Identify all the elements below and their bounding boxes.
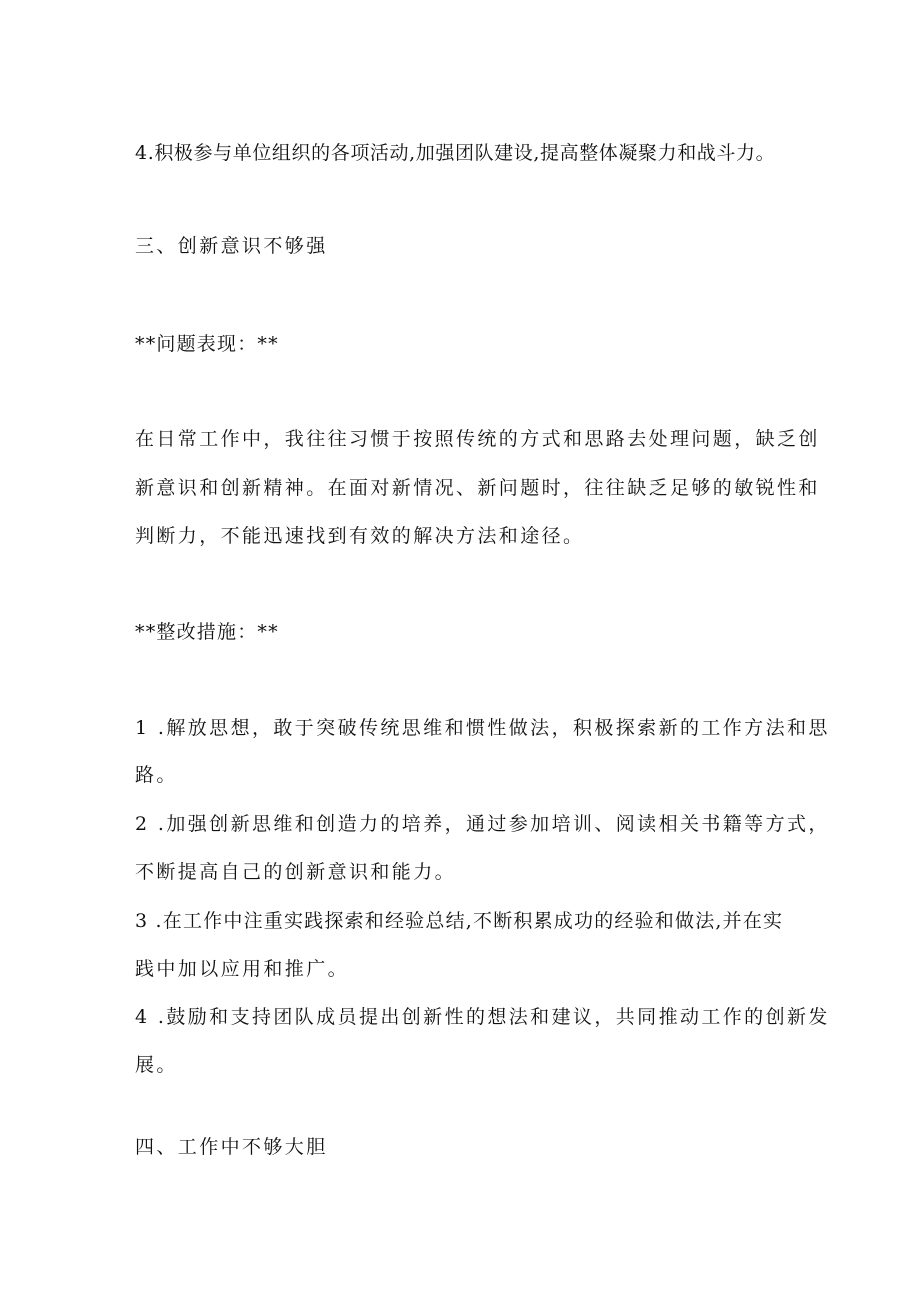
measure-item-3-line-1: 3 .在工作中注重实践探索和经验总结,不断积累成功的经验和做法,并在实 [135,910,784,932]
measure-item-3-line-2: 践中加以应用和推广。 [135,958,350,980]
problem-label: **问题表现：** [135,333,279,355]
section-heading-4: 四、工作中不够大胆 [135,1136,328,1158]
measure-item-2-line-1: 2 .加强创新思维和创造力的培养，通过参加培训、阅读相关书籍等方式， [135,813,830,835]
measure-item-4-previous: 4.积极参与单位组织的各项活动,加强团队建设,提高整体凝聚力和战斗力。 [135,142,776,164]
measure-item-4-line-1: 4 .鼓励和支持团队成员提出创新性的想法和建议，共同推动工作的创新发 [135,1006,830,1028]
measure-item-1-line-2: 路。 [135,764,178,786]
section-heading-3: 三、创新意识不够强 [135,235,328,257]
measure-item-2-line-2: 不断提高自己的创新意识和能力。 [135,861,457,883]
measure-item-1-line-1: 1 .解放思想，敢于突破传统思维和惯性做法，积极探索新的工作方法和思 [135,717,830,739]
problem-paragraph-line-3: 判断力，不能迅速找到有效的解决方法和途径。 [135,525,585,547]
problem-paragraph-line-1: 在日常工作中，我往往习惯于按照传统的方式和思路去处理问题，缺乏创 [135,428,820,450]
measures-label: **整改措施：** [135,621,279,643]
problem-paragraph-line-2: 新意识和创新精神。在面对新情况、新问题时，往往缺乏足够的敏锐性和 [135,477,820,499]
measure-item-4-line-2: 展。 [135,1054,178,1076]
